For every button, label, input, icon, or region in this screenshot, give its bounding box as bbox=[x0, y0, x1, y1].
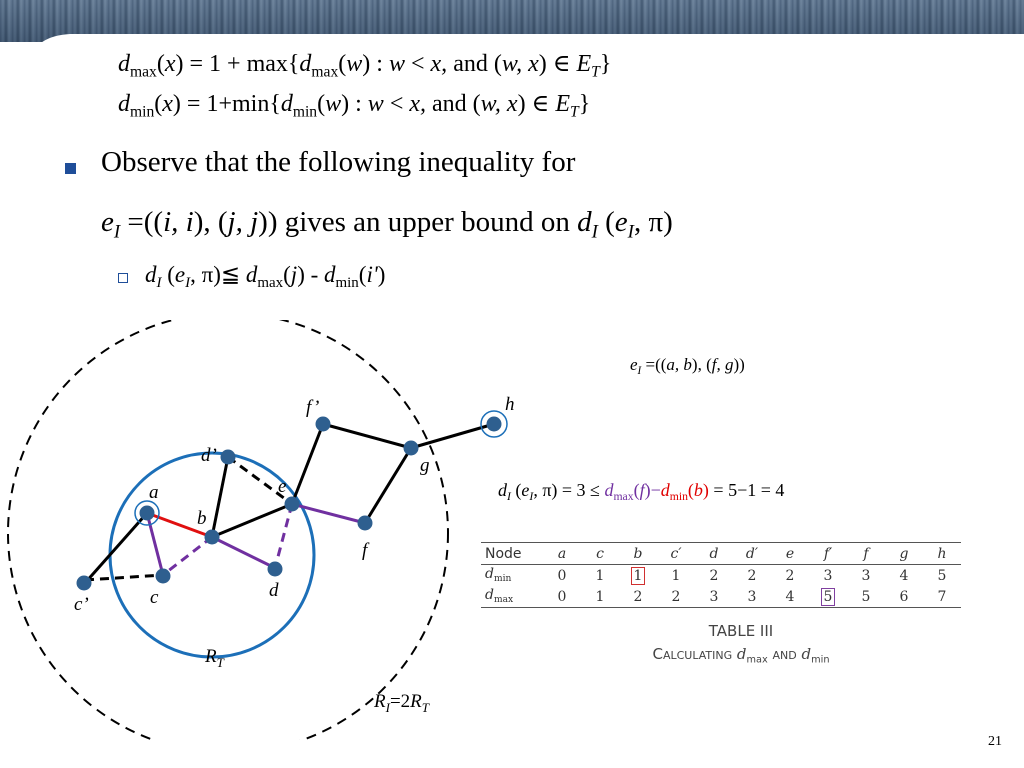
highlight-dmin-b: 1 bbox=[619, 565, 657, 587]
edge-b-c-dashed bbox=[163, 537, 212, 575]
formula-dmin: $d_{min}(x) = 1+\min\{d_{min}(w)$ : w < x, and (w, x) ∈ $E_T$} bbox=[118, 91, 591, 121]
node-fprime bbox=[316, 417, 331, 432]
label-d: d bbox=[269, 580, 279, 601]
label-f: f bbox=[362, 540, 368, 561]
label-RT: $R_T$ bbox=[205, 646, 224, 670]
label-dprime: d’ bbox=[201, 445, 217, 466]
edge-b-dprime bbox=[212, 457, 228, 537]
node-e bbox=[285, 497, 300, 512]
edge-fprime-g bbox=[323, 424, 411, 448]
label-h: h bbox=[505, 394, 515, 415]
node-d bbox=[268, 562, 283, 577]
node-f bbox=[358, 516, 373, 531]
highlight-dmax-fprime: 5 bbox=[809, 586, 847, 608]
table-caption-subtitle: Calculating $d_{max}$ and $d_{min}$ bbox=[652, 645, 830, 666]
eI-definition: $e_I =((a$, b), (f, g)) bbox=[630, 355, 745, 377]
label-e: e bbox=[278, 476, 287, 497]
table-row: $d_{max}$ 0 1 2 2 3 3 4 5 5 6 7 bbox=[481, 586, 961, 608]
label-cprime: c’ bbox=[74, 594, 89, 615]
dmax-dmin-table bbox=[481, 542, 961, 608]
node-b bbox=[205, 530, 220, 545]
label-c: c bbox=[150, 587, 159, 608]
label-a: a bbox=[149, 482, 159, 503]
node-c bbox=[156, 569, 171, 584]
sub-bullet-icon bbox=[118, 273, 128, 283]
sub-bullet-inequality: $d_I$ ($e_I$, π)≦ $d_{max}(j) - d_{min}(i')$ bbox=[145, 262, 386, 292]
page-number: 21 bbox=[988, 734, 1002, 749]
node-a bbox=[140, 506, 155, 521]
node-h bbox=[487, 417, 502, 432]
bullet-square-icon bbox=[65, 163, 76, 174]
table-caption-title: TABLE III bbox=[708, 622, 774, 640]
edge-e-fprime bbox=[292, 424, 323, 504]
edge-b-d bbox=[212, 537, 275, 568]
edge-g-f bbox=[365, 448, 411, 523]
table-header-row: Node a c b c′ d d′ e f′ f g h bbox=[481, 543, 961, 565]
edge-b-e bbox=[212, 504, 292, 537]
label-fprime: f’ bbox=[306, 397, 320, 418]
edge-e-f bbox=[292, 504, 365, 523]
bullet-text-line1: Observe that the following inequality for bbox=[101, 146, 576, 178]
label-g: g bbox=[420, 455, 430, 476]
edge-e-d-dashed bbox=[275, 504, 292, 568]
node-dprime bbox=[221, 450, 236, 465]
node-g bbox=[404, 441, 419, 456]
tree-graph-figure bbox=[0, 320, 560, 740]
label-RI: $R_I=2R_T$ bbox=[374, 691, 430, 715]
label-b: b bbox=[197, 508, 207, 529]
purple-edges bbox=[147, 504, 365, 575]
formula-dmax: $d_{max}(x) = 1 + \max\{d_{max}(w)$ : w < x, and (w, x) ∈ $E_T$} bbox=[118, 51, 612, 81]
table-row: $d_{min}$ 0 1 1 1 2 2 2 3 3 4 5 bbox=[485, 566, 947, 585]
bullet-text-line2: $e_I =((i$, i), (j, j)) gives an upper bound on $d_I$ ($e_I$, π) bbox=[101, 206, 673, 243]
bound-equation: $d_I$ ($e_I$, $\pi) = 3 \le d_{max}(f)-d_{min}(b) = 5-1 = 4$ bbox=[498, 480, 785, 504]
node-cprime bbox=[77, 576, 92, 591]
edge-cprime-c bbox=[85, 575, 163, 580]
